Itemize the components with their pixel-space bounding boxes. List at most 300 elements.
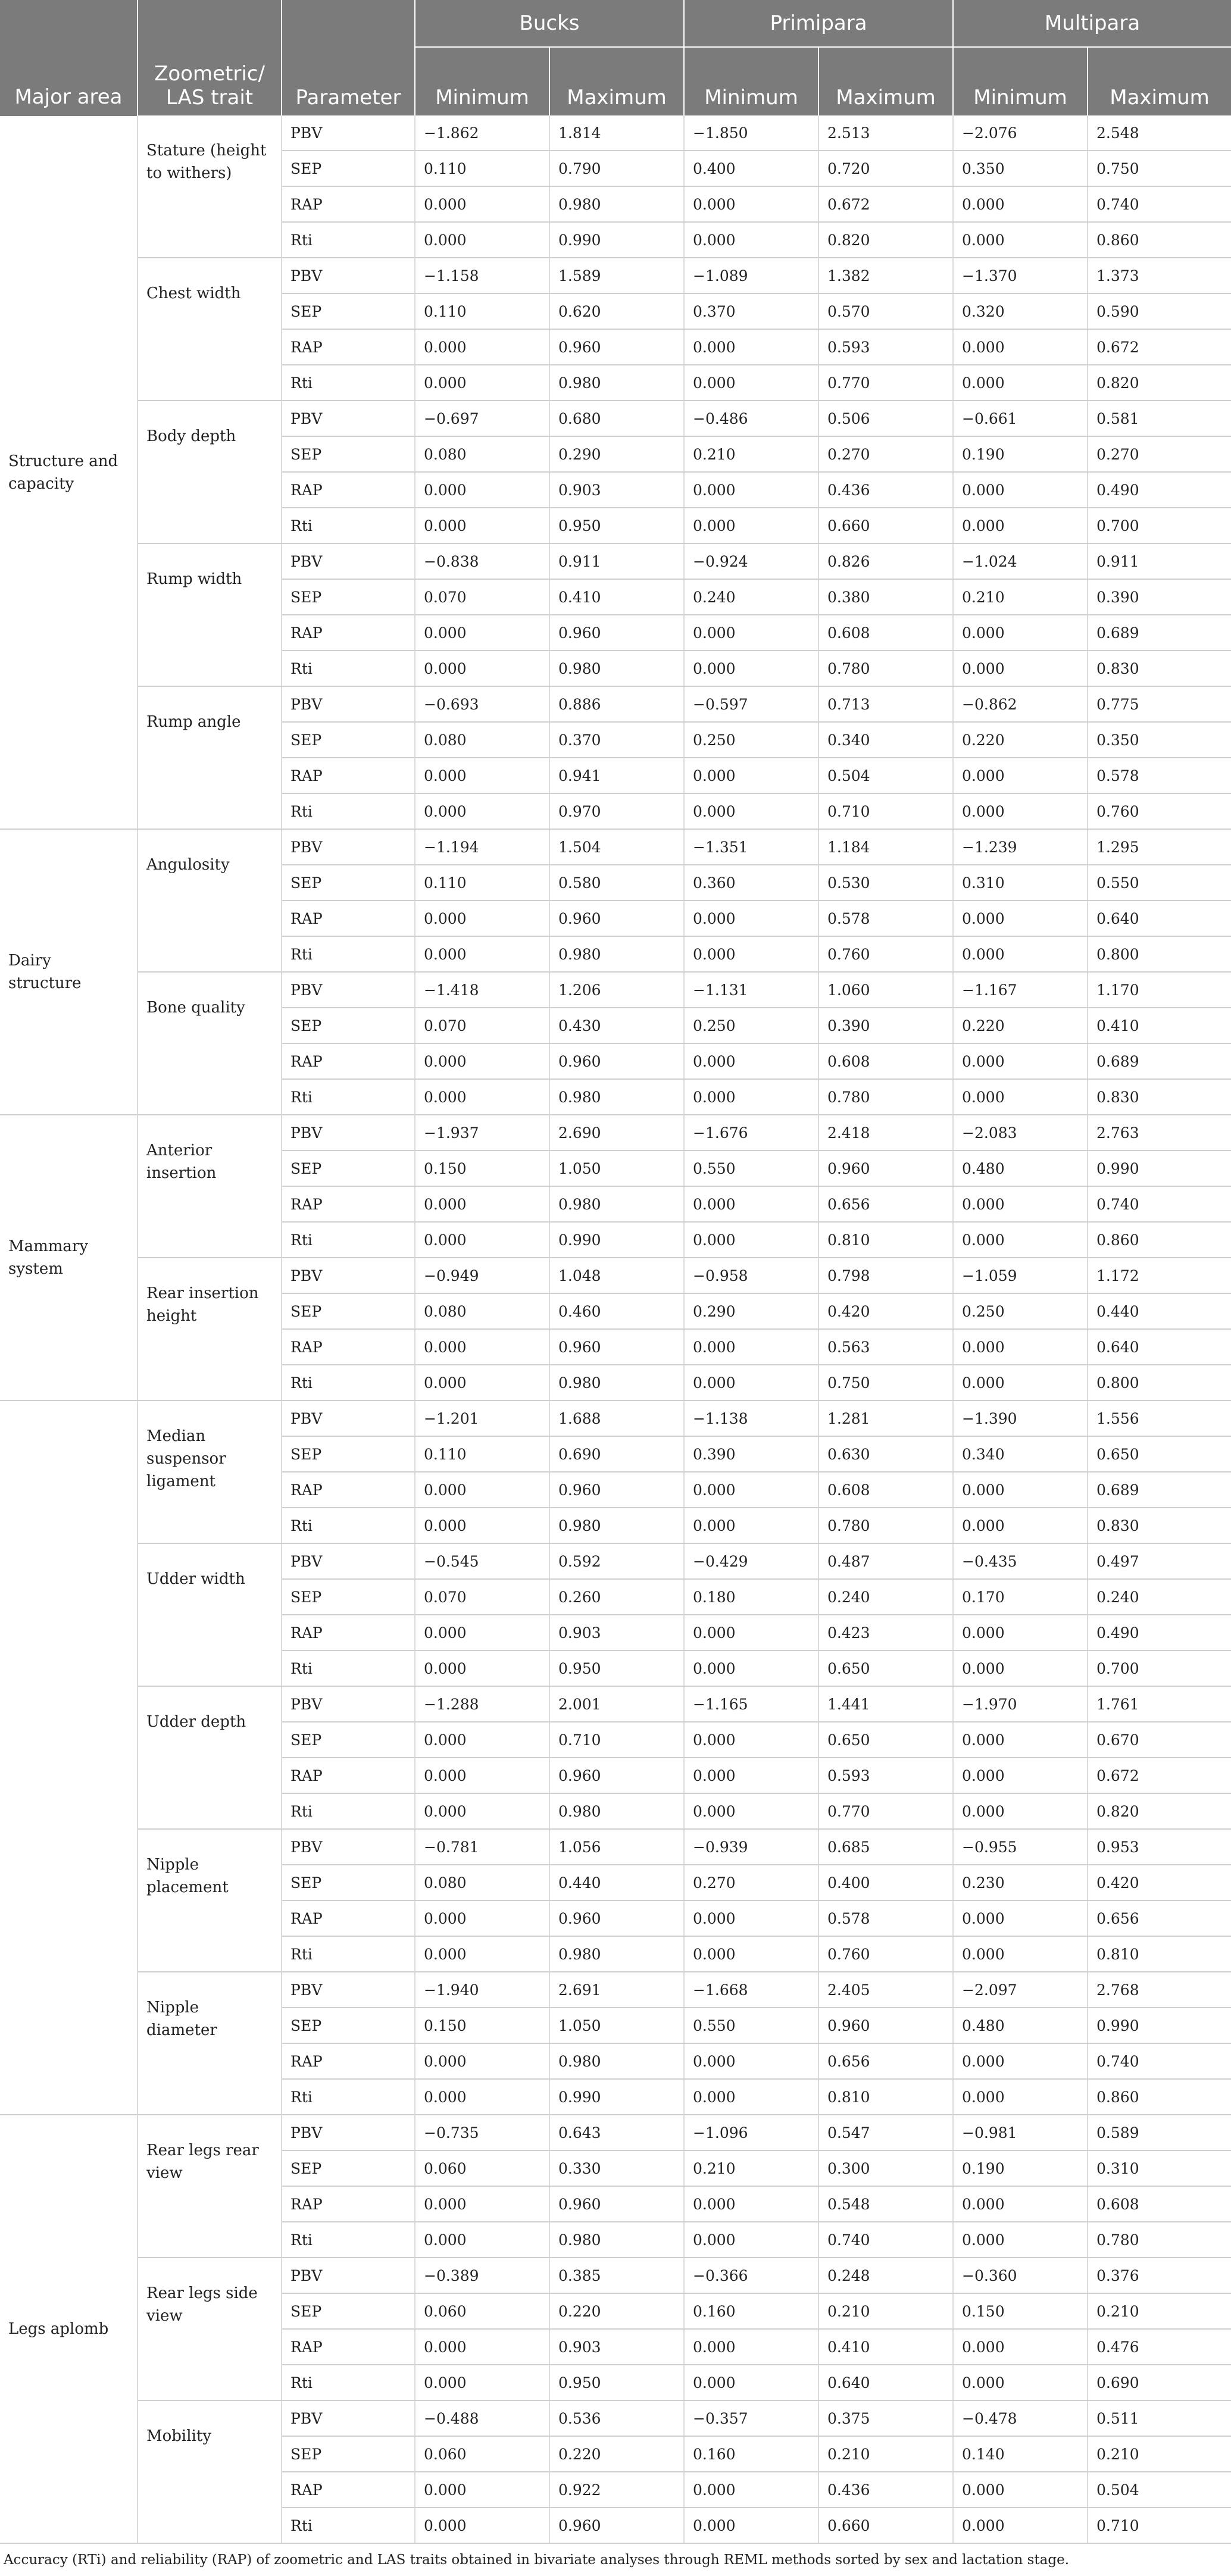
value-cell: 0.270 <box>818 436 953 472</box>
value-cell: 0.375 <box>818 2400 953 2436</box>
value-cell: −1.167 <box>953 972 1088 1008</box>
value-cell: 0.710 <box>1088 2508 1231 2543</box>
value-cell: 0.643 <box>549 2115 684 2150</box>
value-cell: 0.110 <box>415 293 549 329</box>
parameter-cell: SEP <box>282 1436 415 1472</box>
value-cell: 0.210 <box>1088 2436 1231 2472</box>
table-caption: Accuracy (RTi) and reliability (RAP) of zoometric and LAS traits obtained in bivariate analyses through REML methods sorted by sex and lactation stage. <box>4 2552 1070 2568</box>
value-cell: 1.373 <box>1088 258 1231 293</box>
trait-cell: Stature (height to withers) <box>138 115 282 258</box>
value-cell: 0.180 <box>684 1579 818 1615</box>
value-cell: 0.000 <box>684 2365 818 2400</box>
parameter-cell: SEP <box>282 1579 415 1615</box>
value-cell: 0.390 <box>684 1436 818 1472</box>
parameter-cell: Rti <box>282 793 415 829</box>
value-cell: 0.780 <box>818 651 953 686</box>
value-cell: 0.990 <box>1088 2008 1231 2043</box>
value-cell: 0.820 <box>1088 365 1231 401</box>
value-cell: 0.740 <box>1088 1186 1231 1222</box>
value-cell: 0.000 <box>684 901 818 936</box>
value-cell: 0.960 <box>818 1151 953 1186</box>
value-cell: 0.650 <box>818 1650 953 1686</box>
value-cell: 0.000 <box>415 1043 549 1079</box>
value-cell: 0.720 <box>818 151 953 186</box>
value-cell: 0.210 <box>684 436 818 472</box>
value-cell: 0.689 <box>1088 1043 1231 1079</box>
value-cell: 0.548 <box>818 2186 953 2222</box>
value-cell: 0.060 <box>415 2150 549 2186</box>
value-cell: 0.000 <box>953 2472 1088 2508</box>
value-cell: 0.000 <box>684 329 818 365</box>
parameter-cell: PBV <box>282 258 415 293</box>
value-cell: 0.680 <box>549 401 684 436</box>
value-cell: 0.000 <box>684 1222 818 1258</box>
value-cell: 0.593 <box>818 1758 953 1793</box>
value-cell: 0.950 <box>549 1650 684 1686</box>
value-cell: 1.050 <box>549 1151 684 1186</box>
value-cell: 0.350 <box>1088 722 1231 758</box>
parameter-cell: Rti <box>282 508 415 543</box>
value-cell: 0.000 <box>415 758 549 793</box>
parameter-cell: Rti <box>282 1936 415 1972</box>
value-cell: 0.460 <box>549 1293 684 1329</box>
parameter-cell: Rti <box>282 222 415 258</box>
value-cell: 0.230 <box>953 1865 1088 1900</box>
value-cell: −1.850 <box>684 115 818 151</box>
parameter-cell: Rti <box>282 365 415 401</box>
value-cell: 0.886 <box>549 686 684 722</box>
value-cell: −1.676 <box>684 1115 818 1151</box>
value-cell: 0.000 <box>953 1365 1088 1400</box>
value-cell: 0.000 <box>684 472 818 508</box>
value-cell: 0.340 <box>953 1436 1088 1472</box>
value-cell: 0.080 <box>415 1293 549 1329</box>
value-cell: 0.000 <box>953 793 1088 829</box>
value-cell: 2.763 <box>1088 1115 1231 1151</box>
value-cell: 0.000 <box>415 2472 549 2508</box>
value-cell: 0.000 <box>684 222 818 258</box>
value-cell: 0.410 <box>818 2329 953 2365</box>
group-header-multipara: Multipara <box>953 0 1231 47</box>
table-row <box>0 1400 1231 1436</box>
value-cell: 1.295 <box>1088 829 1231 865</box>
value-cell: 0.080 <box>415 436 549 472</box>
value-cell: 0.390 <box>1088 579 1231 615</box>
value-cell: 0.060 <box>415 2436 549 2472</box>
value-cell: 0.060 <box>415 2293 549 2329</box>
value-cell: 0.350 <box>953 151 1088 186</box>
value-cell: 0.960 <box>549 1472 684 1508</box>
value-cell: 0.960 <box>549 615 684 651</box>
parameter-cell: RAP <box>282 2472 415 2508</box>
trait-cell: Nipple diameter <box>138 1972 282 2115</box>
value-cell: 0.690 <box>1088 2365 1231 2400</box>
value-cell: 0.210 <box>684 2150 818 2186</box>
parameter-cell: SEP <box>282 1722 415 1758</box>
value-cell: −1.165 <box>684 1686 818 1722</box>
parameter-cell: PBV <box>282 543 415 579</box>
value-cell: 0.436 <box>818 2472 953 2508</box>
value-cell: 1.056 <box>549 1829 684 1865</box>
value-cell: 0.000 <box>953 1900 1088 1936</box>
value-cell: 0.922 <box>549 2472 684 2508</box>
value-cell: −0.697 <box>415 401 549 436</box>
value-cell: 0.660 <box>818 2508 953 2543</box>
value-cell: −0.955 <box>953 1829 1088 1865</box>
value-cell: 0.220 <box>549 2436 684 2472</box>
value-cell: 0.150 <box>415 1151 549 1186</box>
value-cell: 0.000 <box>415 2043 549 2079</box>
value-cell: 0.000 <box>415 2222 549 2258</box>
value-cell: 0.000 <box>415 1650 549 1686</box>
value-cell: 0.578 <box>818 901 953 936</box>
value-cell: −0.366 <box>684 2258 818 2293</box>
value-cell: 0.000 <box>684 1793 818 1829</box>
value-cell: 0.750 <box>1088 151 1231 186</box>
value-cell: 0.593 <box>818 329 953 365</box>
value-cell: −1.194 <box>415 829 549 865</box>
value-cell: 0.210 <box>818 2436 953 2472</box>
value-cell: 0.000 <box>684 1615 818 1650</box>
value-cell: 1.048 <box>549 1258 684 1293</box>
value-cell: 0.000 <box>415 1186 549 1222</box>
table-body <box>0 115 1231 2543</box>
value-cell: 0.980 <box>549 1936 684 1972</box>
value-cell: 0.950 <box>549 508 684 543</box>
parameter-cell: Rti <box>282 2365 415 2400</box>
value-cell: 0.360 <box>684 865 818 901</box>
parameter-cell: SEP <box>282 1151 415 1186</box>
value-cell: 0.960 <box>549 1900 684 1936</box>
value-cell: 0.740 <box>818 2222 953 2258</box>
value-cell: 0.980 <box>549 186 684 222</box>
parameter-cell: PBV <box>282 401 415 436</box>
value-cell: 0.440 <box>1088 1293 1231 1329</box>
value-cell: 0.000 <box>953 1615 1088 1650</box>
value-cell: 0.240 <box>1088 1579 1231 1615</box>
value-cell: −2.083 <box>953 1115 1088 1151</box>
value-cell: 0.000 <box>953 508 1088 543</box>
parameter-cell: RAP <box>282 1472 415 1508</box>
value-cell: 0.000 <box>684 508 818 543</box>
value-cell: 0.210 <box>1088 2293 1231 2329</box>
value-cell: 0.710 <box>818 793 953 829</box>
value-cell: 0.390 <box>818 1008 953 1043</box>
table-row <box>0 686 1231 722</box>
value-cell: 0.656 <box>818 1186 953 1222</box>
value-cell: 0.000 <box>415 793 549 829</box>
value-cell: 0.270 <box>684 1865 818 1900</box>
parameter-cell: PBV <box>282 686 415 722</box>
value-cell: 0.550 <box>1088 865 1231 901</box>
value-cell: 0.410 <box>549 579 684 615</box>
parameter-cell: PBV <box>282 1258 415 1293</box>
value-cell: 0.640 <box>1088 1329 1231 1365</box>
value-cell: 1.441 <box>818 1686 953 1722</box>
value-cell: 0.000 <box>684 2222 818 2258</box>
parameter-cell: RAP <box>282 758 415 793</box>
value-cell: 0.210 <box>953 579 1088 615</box>
value-cell: 0.504 <box>1088 2472 1231 2508</box>
value-cell: 0.000 <box>953 1079 1088 1115</box>
parameter-cell: PBV <box>282 1829 415 1865</box>
value-cell: 0.860 <box>1088 2079 1231 2115</box>
value-cell: 0.000 <box>684 936 818 972</box>
table-row <box>0 1115 1231 1151</box>
value-cell: 0.650 <box>1088 1436 1231 1472</box>
value-cell: −0.661 <box>953 401 1088 436</box>
value-cell: 0.000 <box>953 1186 1088 1222</box>
value-cell: 0.504 <box>818 758 953 793</box>
trait-cell: Rear insertion height <box>138 1258 282 1400</box>
value-cell: 0.000 <box>684 2079 818 2115</box>
parameter-cell: SEP <box>282 579 415 615</box>
value-cell: 0.000 <box>415 1508 549 1543</box>
value-cell: 0.608 <box>1088 2186 1231 2222</box>
value-cell: 1.184 <box>818 829 953 865</box>
value-cell: 0.000 <box>415 1936 549 1972</box>
parameter-cell: Rti <box>282 2508 415 2543</box>
value-cell: −0.357 <box>684 2400 818 2436</box>
value-cell: 0.980 <box>549 1508 684 1543</box>
value-cell: 2.768 <box>1088 1972 1231 2008</box>
value-cell: 1.060 <box>818 972 953 1008</box>
value-cell: 0.290 <box>549 436 684 472</box>
value-cell: 0.436 <box>818 472 953 508</box>
value-cell: −1.089 <box>684 258 818 293</box>
value-cell: 0.380 <box>818 579 953 615</box>
value-cell: 0.000 <box>415 651 549 686</box>
parameter-cell: SEP <box>282 722 415 758</box>
parameter-cell: RAP <box>282 1329 415 1365</box>
value-cell: 0.710 <box>549 1722 684 1758</box>
value-cell: 0.960 <box>818 2008 953 2043</box>
value-cell: 0.420 <box>1088 1865 1231 1900</box>
value-cell: 0.000 <box>415 1079 549 1115</box>
value-cell: 0.740 <box>1088 186 1231 222</box>
value-cell: 0.250 <box>684 722 818 758</box>
value-cell: 0.960 <box>549 1758 684 1793</box>
parameter-cell: PBV <box>282 972 415 1008</box>
value-cell: 0.000 <box>953 329 1088 365</box>
parameter-cell: PBV <box>282 1972 415 2008</box>
value-cell: 0.000 <box>415 2329 549 2365</box>
value-cell: 0.903 <box>549 472 684 508</box>
parameter-cell: SEP <box>282 293 415 329</box>
value-cell: 0.000 <box>953 2329 1088 2365</box>
value-cell: 0.000 <box>415 1793 549 1829</box>
value-cell: 0.770 <box>818 365 953 401</box>
col-header-maximum: Maximum <box>1088 47 1231 115</box>
value-cell: 0.700 <box>1088 1650 1231 1686</box>
value-cell: 0.000 <box>953 2043 1088 2079</box>
value-cell: 0.547 <box>818 2115 953 2150</box>
value-cell: −0.981 <box>953 2115 1088 2150</box>
value-cell: 1.589 <box>549 258 684 293</box>
value-cell: 0.810 <box>818 2079 953 2115</box>
value-cell: 0.000 <box>953 1472 1088 1508</box>
value-cell: 0.000 <box>415 329 549 365</box>
parameter-cell: RAP <box>282 615 415 651</box>
value-cell: 0.000 <box>684 1758 818 1793</box>
value-cell: 0.000 <box>684 793 818 829</box>
value-cell: 0.550 <box>684 2008 818 2043</box>
value-cell: 0.070 <box>415 579 549 615</box>
table-row <box>0 972 1231 1008</box>
value-cell: 2.001 <box>549 1686 684 1722</box>
value-cell: 0.220 <box>549 2293 684 2329</box>
value-cell: −1.288 <box>415 1686 549 1722</box>
value-cell: 0.310 <box>953 865 1088 901</box>
value-cell: 0.330 <box>549 2150 684 2186</box>
value-cell: −0.838 <box>415 543 549 579</box>
value-cell: 0.110 <box>415 865 549 901</box>
value-cell: 0.370 <box>549 722 684 758</box>
value-cell: −1.059 <box>953 1258 1088 1293</box>
value-cell: 0.589 <box>1088 2115 1231 2150</box>
table-row <box>0 1686 1231 1722</box>
value-cell: 0.430 <box>549 1008 684 1043</box>
value-cell: 0.240 <box>684 579 818 615</box>
value-cell: 0.775 <box>1088 686 1231 722</box>
value-cell: 1.281 <box>818 1400 953 1436</box>
value-cell: 0.830 <box>1088 1508 1231 1543</box>
table-row <box>0 1972 1231 2008</box>
trait-cell: Rump width <box>138 543 282 686</box>
major-area-cell: Dairy structure <box>0 829 138 1115</box>
value-cell: 0.190 <box>953 2150 1088 2186</box>
value-cell: 0.760 <box>818 936 953 972</box>
value-cell: 0.423 <box>818 1615 953 1650</box>
value-cell: 0.000 <box>415 1472 549 1508</box>
value-cell: 0.860 <box>1088 222 1231 258</box>
value-cell: 0.713 <box>818 686 953 722</box>
value-cell: 0.000 <box>415 186 549 222</box>
value-cell: 0.830 <box>1088 651 1231 686</box>
parameter-cell: RAP <box>282 472 415 508</box>
value-cell: 0.000 <box>953 936 1088 972</box>
value-cell: 0.160 <box>684 2293 818 2329</box>
value-cell: 1.170 <box>1088 972 1231 1008</box>
parameter-cell: RAP <box>282 1186 415 1222</box>
value-cell: 0.000 <box>415 615 549 651</box>
value-cell: 0.860 <box>1088 1222 1231 1258</box>
parameter-cell: RAP <box>282 2329 415 2365</box>
trait-cell: Chest width <box>138 258 282 401</box>
header-blank <box>138 0 282 47</box>
parameter-cell: SEP <box>282 2293 415 2329</box>
value-cell: 0.250 <box>684 1008 818 1043</box>
value-cell: 0.980 <box>549 2043 684 2079</box>
value-cell: 0.000 <box>684 1365 818 1400</box>
value-cell: −1.024 <box>953 543 1088 579</box>
value-cell: 0.000 <box>684 1936 818 1972</box>
parameter-cell: RAP <box>282 2043 415 2079</box>
value-cell: 0.000 <box>415 936 549 972</box>
value-cell: 0.826 <box>818 543 953 579</box>
parameter-cell: PBV <box>282 1400 415 1436</box>
value-cell: −0.949 <box>415 1258 549 1293</box>
value-cell: 0.000 <box>953 2186 1088 2222</box>
table-row <box>0 258 1231 293</box>
value-cell: −1.940 <box>415 1972 549 2008</box>
table-header <box>0 0 1231 115</box>
value-cell: −1.370 <box>953 258 1088 293</box>
value-cell: 0.340 <box>818 722 953 758</box>
value-cell: 0.000 <box>953 615 1088 651</box>
value-cell: 0.980 <box>549 2222 684 2258</box>
value-cell: −0.488 <box>415 2400 549 2436</box>
value-cell: 0.000 <box>953 1793 1088 1829</box>
value-cell: 0.550 <box>684 1151 818 1186</box>
value-cell: 0.170 <box>953 1579 1088 1615</box>
value-cell: 0.760 <box>1088 793 1231 829</box>
value-cell: 0.000 <box>684 651 818 686</box>
value-cell: 0.000 <box>415 2365 549 2400</box>
value-cell: 0.630 <box>818 1436 953 1472</box>
value-cell: 0.660 <box>818 508 953 543</box>
value-cell: 0.810 <box>1088 1936 1231 1972</box>
parameter-cell: Rti <box>282 1650 415 1686</box>
trait-cell: Rear legs rear view <box>138 2115 282 2258</box>
value-cell: −0.435 <box>953 1543 1088 1579</box>
value-cell: 0.240 <box>818 1579 953 1615</box>
value-cell: 0.210 <box>818 2293 953 2329</box>
value-cell: 0.000 <box>684 186 818 222</box>
value-cell: −0.924 <box>684 543 818 579</box>
table-row <box>0 115 1231 151</box>
value-cell: −1.418 <box>415 972 549 1008</box>
value-cell: 2.513 <box>818 115 953 151</box>
trait-cell: Bone quality <box>138 972 282 1115</box>
value-cell: 0.570 <box>818 293 953 329</box>
parameter-cell: Rti <box>282 2222 415 2258</box>
value-cell: 0.990 <box>1088 1151 1231 1186</box>
table-row <box>0 1543 1231 1579</box>
value-cell: 1.050 <box>549 2008 684 2043</box>
value-cell: 0.911 <box>549 543 684 579</box>
value-cell: 2.405 <box>818 1972 953 2008</box>
table-row <box>0 829 1231 865</box>
value-cell: 0.000 <box>415 1329 549 1365</box>
value-cell: 0.000 <box>953 365 1088 401</box>
value-cell: 0.000 <box>415 1365 549 1400</box>
value-cell: 0.300 <box>818 2150 953 2186</box>
value-cell: 0.490 <box>1088 1615 1231 1650</box>
value-cell: 0.000 <box>953 472 1088 508</box>
value-cell: −2.097 <box>953 1972 1088 2008</box>
value-cell: 0.800 <box>1088 1365 1231 1400</box>
value-cell: 0.000 <box>684 2508 818 2543</box>
value-cell: 0.248 <box>818 2258 953 2293</box>
value-cell: 0.000 <box>953 2365 1088 2400</box>
value-cell: 0.000 <box>953 758 1088 793</box>
value-cell: 0.220 <box>953 722 1088 758</box>
value-cell: 0.689 <box>1088 615 1231 651</box>
value-cell: 0.370 <box>684 293 818 329</box>
value-cell: −2.076 <box>953 115 1088 151</box>
value-cell: 0.490 <box>1088 472 1231 508</box>
parameter-cell: Rti <box>282 1793 415 1829</box>
trait-cell: Median suspensor ligament <box>138 1400 282 1543</box>
header-blank <box>0 0 138 47</box>
parameter-cell: Rti <box>282 1222 415 1258</box>
trait-cell: Mobility <box>138 2400 282 2543</box>
trait-cell: Udder width <box>138 1543 282 1686</box>
value-cell: 0.000 <box>415 508 549 543</box>
value-cell: 0.608 <box>818 1472 953 1508</box>
value-cell: −0.597 <box>684 686 818 722</box>
